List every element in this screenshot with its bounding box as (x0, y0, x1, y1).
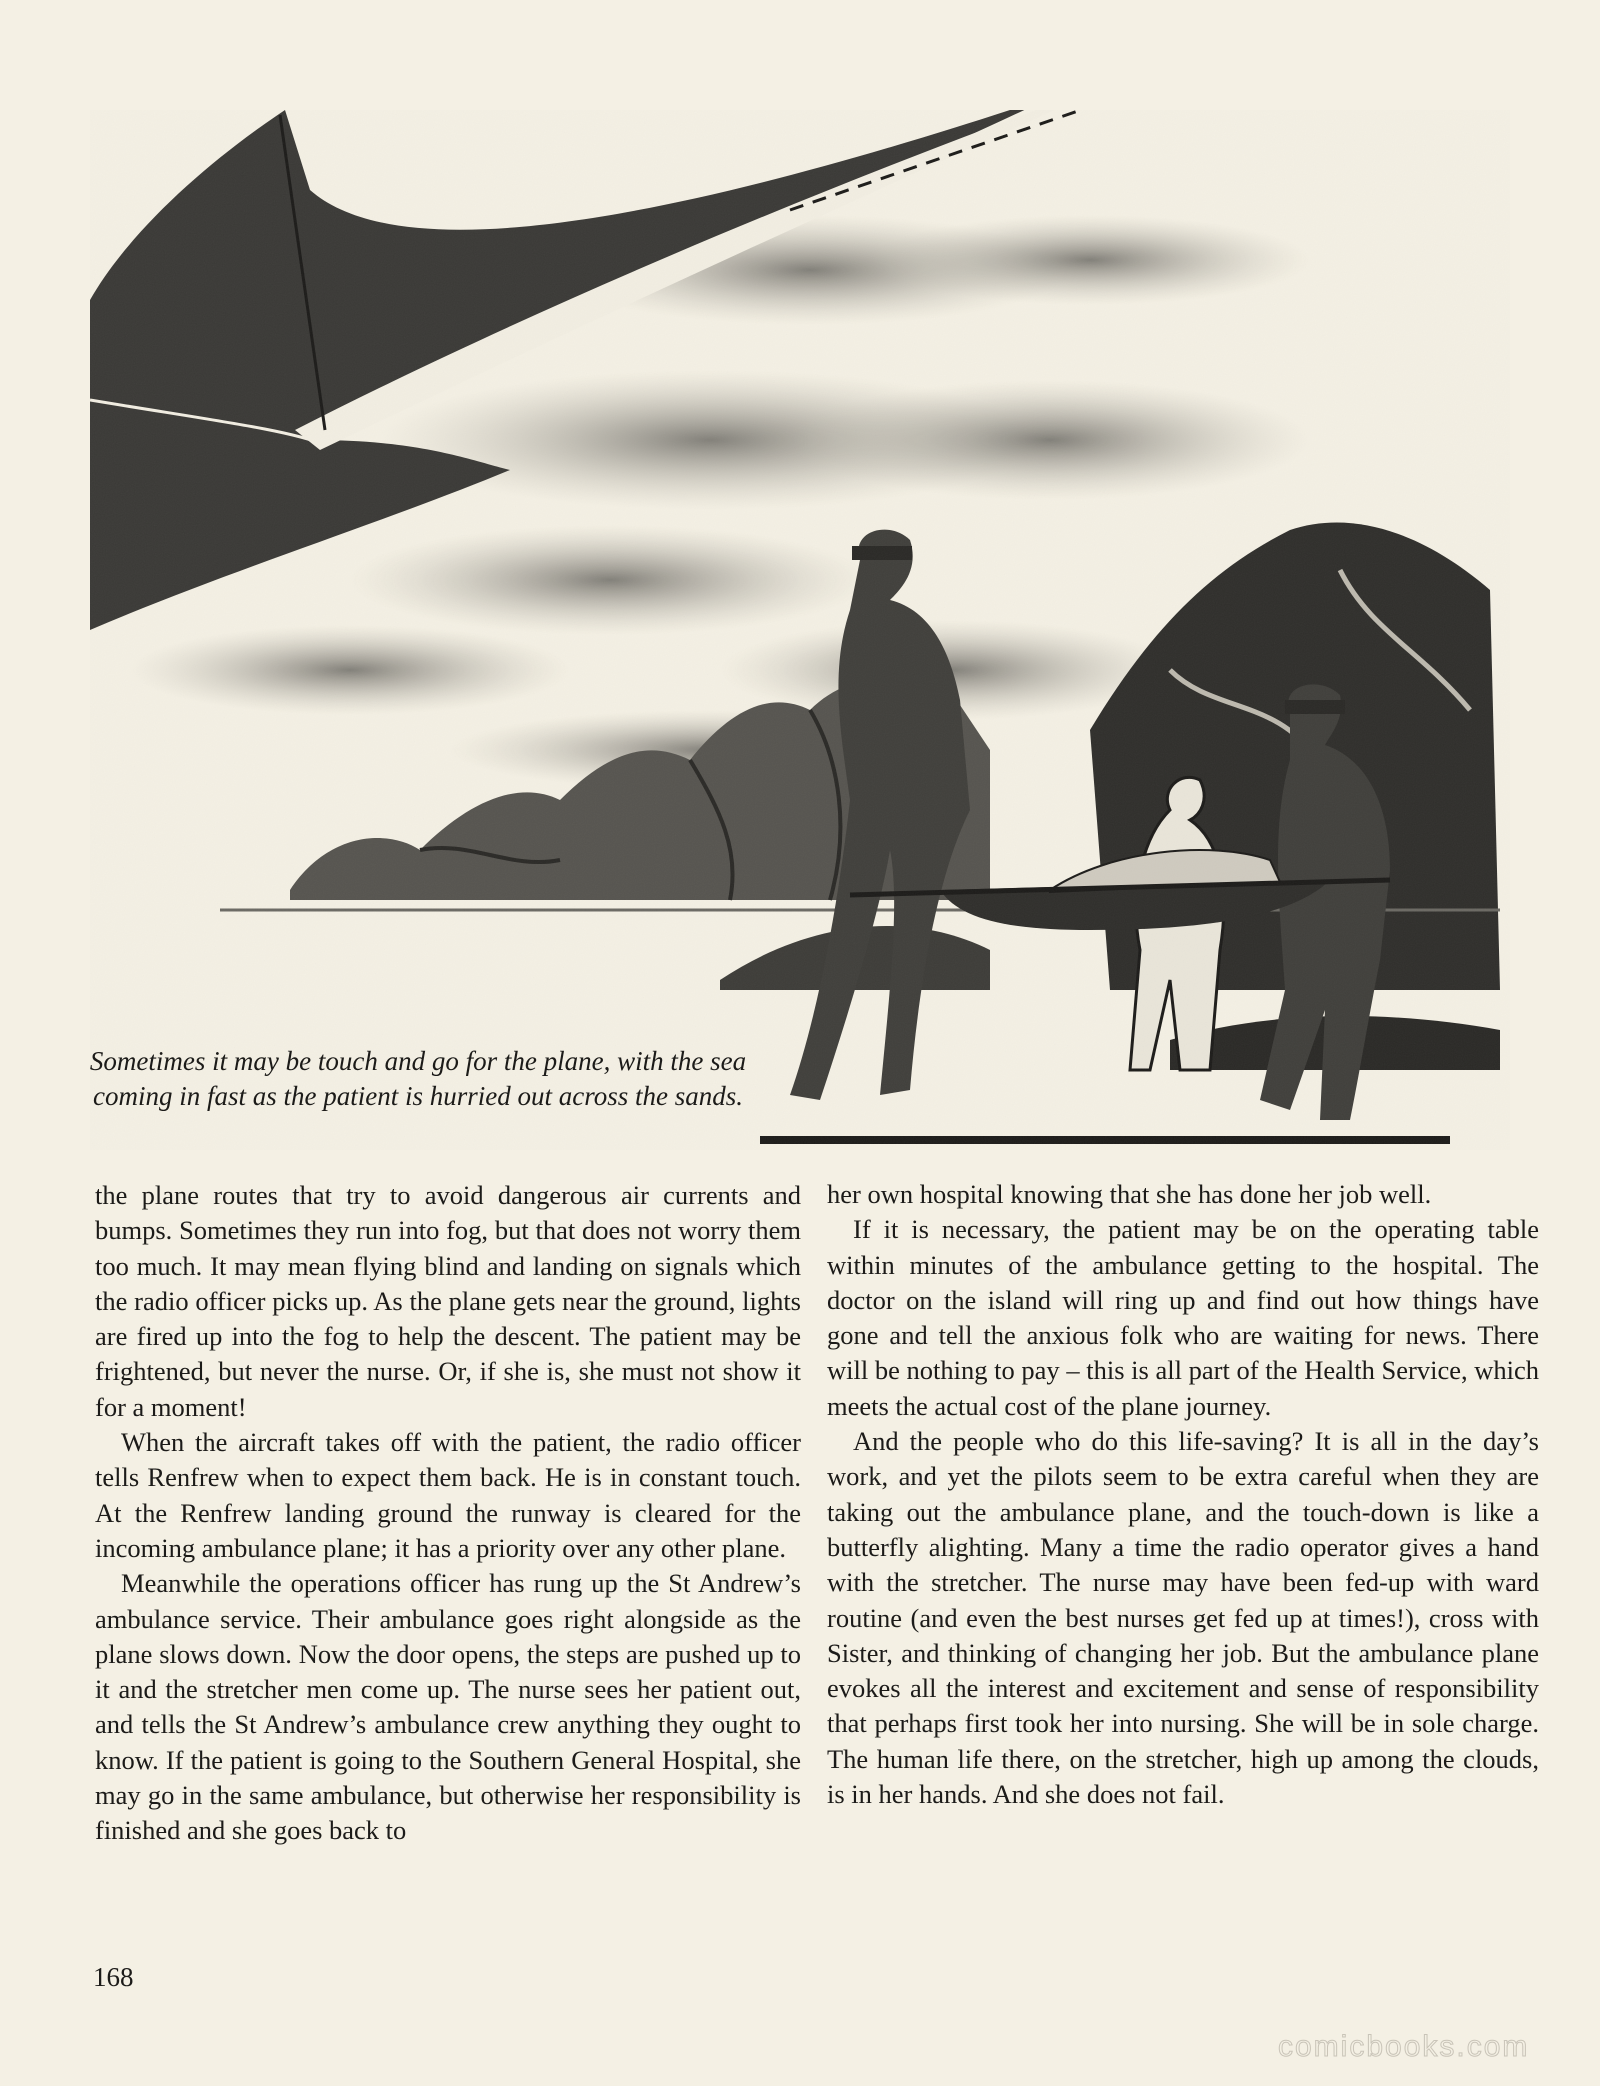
paragraph: If it is necessary, the patient may be on the operating table within minutes of the ambulance getting to the hospital. The doctor on the island will ring up and find out how things have gone and tell the anxious folk who are waiting for news. There will be nothing to pay – this is all part of the Health Service, which meets the actual cost of the plane journey. (827, 1214, 1539, 1421)
paragraph: her own hospital knowing that she has done her job well. (827, 1179, 1432, 1209)
paragraph: the plane routes that try to avoid dangerous air currents and bumps. Sometimes they run into fog, but that does not worry them too much. It may mean flying blind and landing on signals which the radio officer picks up. As the plane gets near the ground, lights are fired up into the fog to help the descent. The patient may be frightened, but never the nurse. Or, if she is, she must not show it for a moment! (95, 1180, 801, 1422)
article-right-column (827, 1177, 1539, 1812)
watermark: comicbooks.com (1278, 2030, 1530, 2063)
paragraph: Meanwhile the operations officer has rung up the St Andrew’s ambulance service. Their ambulance goes right alongside as the plane slows down. Now the door opens, the steps are pushed up to it and the stretcher men come up. The nurse sees her patient out, and tells the St Andrew’s ambulance crew anything they ought to know. If the patient is going to the Southern General Hospital, she may go in the same ambulance, but otherwise her responsibility is finished and she goes back to (95, 1568, 801, 1846)
paragraph: And the people who do this life-saving? It is all in the day’s work, and yet the pilots seem to be extra careful when they are taking out the ambulance plane, and the touch-down is like a butterfly alighting. Many a time the radio operator gives a hand with the stretcher. The nurse may have been fed-up with ward routine (and even the best nurses get fed up at times!), cross with Sister, and thinking of changing her job. But the ambulance plane evokes all the interest and excitement and sense of responsibility that perhaps first took her into nursing. She will be in sole charge. The human life there, on the stretcher, high up among the clouds, is in her hands. And she does not fail. (827, 1426, 1539, 1810)
illustration (90, 110, 1510, 1150)
stretcher-rescue-illustration (90, 110, 1510, 1150)
paragraph: When the aircraft takes off with the patient, the radio officer tells Renfrew when to expect them back. He is in constant touch. At the Renfrew landing ground the runway is cleared for the incoming ambulance plane; it has a priority over any other plane. (95, 1427, 801, 1563)
illustration-caption: Sometimes it may be touch and go for the plane, with the sea coming in fast as the patient is hurried out across the sands. (89, 1046, 747, 1111)
article-left-column (95, 1178, 801, 1849)
page-number: 168 (93, 1962, 134, 1992)
